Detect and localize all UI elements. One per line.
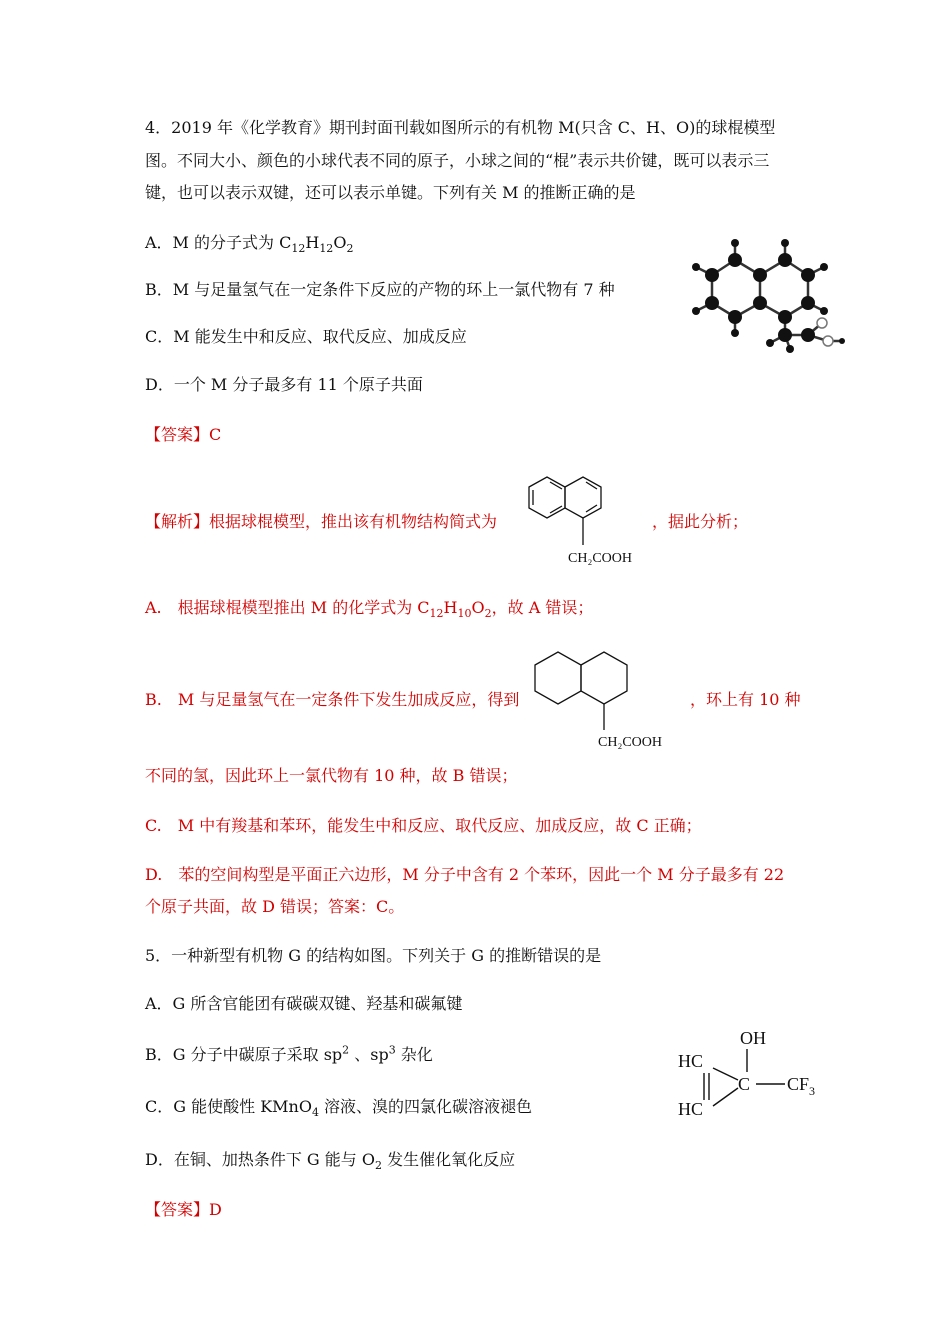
- q5-stem: 5．一种新型有机物 G 的结构如图。下列关于 G 的推断错误的是: [145, 946, 602, 965]
- q4-option-c: C．M 能发生中和反应、取代反应、加成反应: [145, 327, 467, 346]
- q4-stem-line3: 键，也可以表示双键，还可以表示单键。下列有关 M 的推断正确的是: [145, 183, 636, 202]
- central-c-label: C: [738, 1074, 751, 1094]
- q5-answer: 【答案】D: [145, 1200, 222, 1219]
- decalin-acetic-acid-structure: [530, 645, 685, 755]
- q4-analysis-prefix: 【解析】根据球棍模型，推出该有机物结构简式为: [145, 512, 498, 531]
- oh-label: OH: [740, 1028, 766, 1048]
- q4-explain-d-line2: 个原子共面，故 D 错误；答案：C。: [145, 897, 405, 916]
- svg-text:CF3: [787, 1074, 815, 1098]
- hc-top-label: HC: [678, 1051, 704, 1071]
- q4-stem-line1: 4．2019 年《化学教育》期刊封面刊载如图所示的有机物 M(只含 C、H、O)的球棍模型: [145, 118, 776, 137]
- q4-explain-d-line1: D. 苯的空间构型是平面正六边形，M 分子中含有 2 个苯环，因此一个 M 分子最多有 22: [145, 865, 785, 884]
- ball-stick-model-figure: [690, 235, 850, 360]
- q4-explain-b-prefix: B. M 与足量氢气在一定条件下发生加成反应，得到: [145, 690, 520, 709]
- q4-answer: 【答案】C: [145, 425, 222, 444]
- q4-option-a: A．M 的分子式为 $C_{12}H_{12}O_2$: [145, 233, 354, 256]
- cf-label: CF: [787, 1074, 810, 1094]
- q4-option-d: D．一个 M 分子最多有 11 个原子共面: [145, 375, 423, 394]
- q5-option-a: A．G 所含官能团有碳碳双键、羟基和碳氟键: [145, 994, 463, 1013]
- q5-option-d: D．在铜、加热条件下 G 能与 $O_2$ 发生催化氧化反应: [145, 1150, 516, 1173]
- decalin-ch2cooh-label: CH₂COOH: [598, 735, 662, 750]
- compound-g-structure: [675, 1022, 835, 1122]
- q4-stem-line2: 图。不同大小、颜色的小球代表不同的原子，小球之间的“棍”表示共价键，既可以表示三: [145, 151, 770, 170]
- q5-option-b: B．G 分子中碳原子采取 $sp^2$ 、$sp^3$ 杂化: [145, 1043, 433, 1064]
- q4-explain-a: A. 根据球棍模型推出 M 的化学式为 $C_{12}H_{10}O_2$，故 A 错误；: [145, 598, 594, 621]
- naphthylacetic-acid-structure: [510, 475, 650, 570]
- q4-explain-c: C. M 中有羧基和苯环，能发生中和反应、取代反应、加成反应，故 C 正确；: [145, 816, 702, 835]
- q4-explain-b-suffix: ，环上有 10 种: [690, 690, 801, 709]
- cf-subscript: 3: [809, 1084, 816, 1098]
- naphthyl-ch2cooh-label: CH₂COOH: [568, 551, 632, 566]
- q5-option-c: C．G 能使酸性 KMnO$_4$ 溶液、溴的四氯化碳溶液褪色: [145, 1097, 533, 1120]
- q4-option-b: B．M 与足量氢气在一定条件下反应的产物的环上一氯代物有 7 种: [145, 280, 615, 299]
- q4-explain-b-line2: 不同的氢，因此环上一氯代物有 10 种，故 B 错误；: [145, 766, 518, 785]
- q4-analysis-suffix: ，据此分析；: [652, 512, 749, 531]
- hc-bottom-label: HC: [678, 1099, 704, 1119]
